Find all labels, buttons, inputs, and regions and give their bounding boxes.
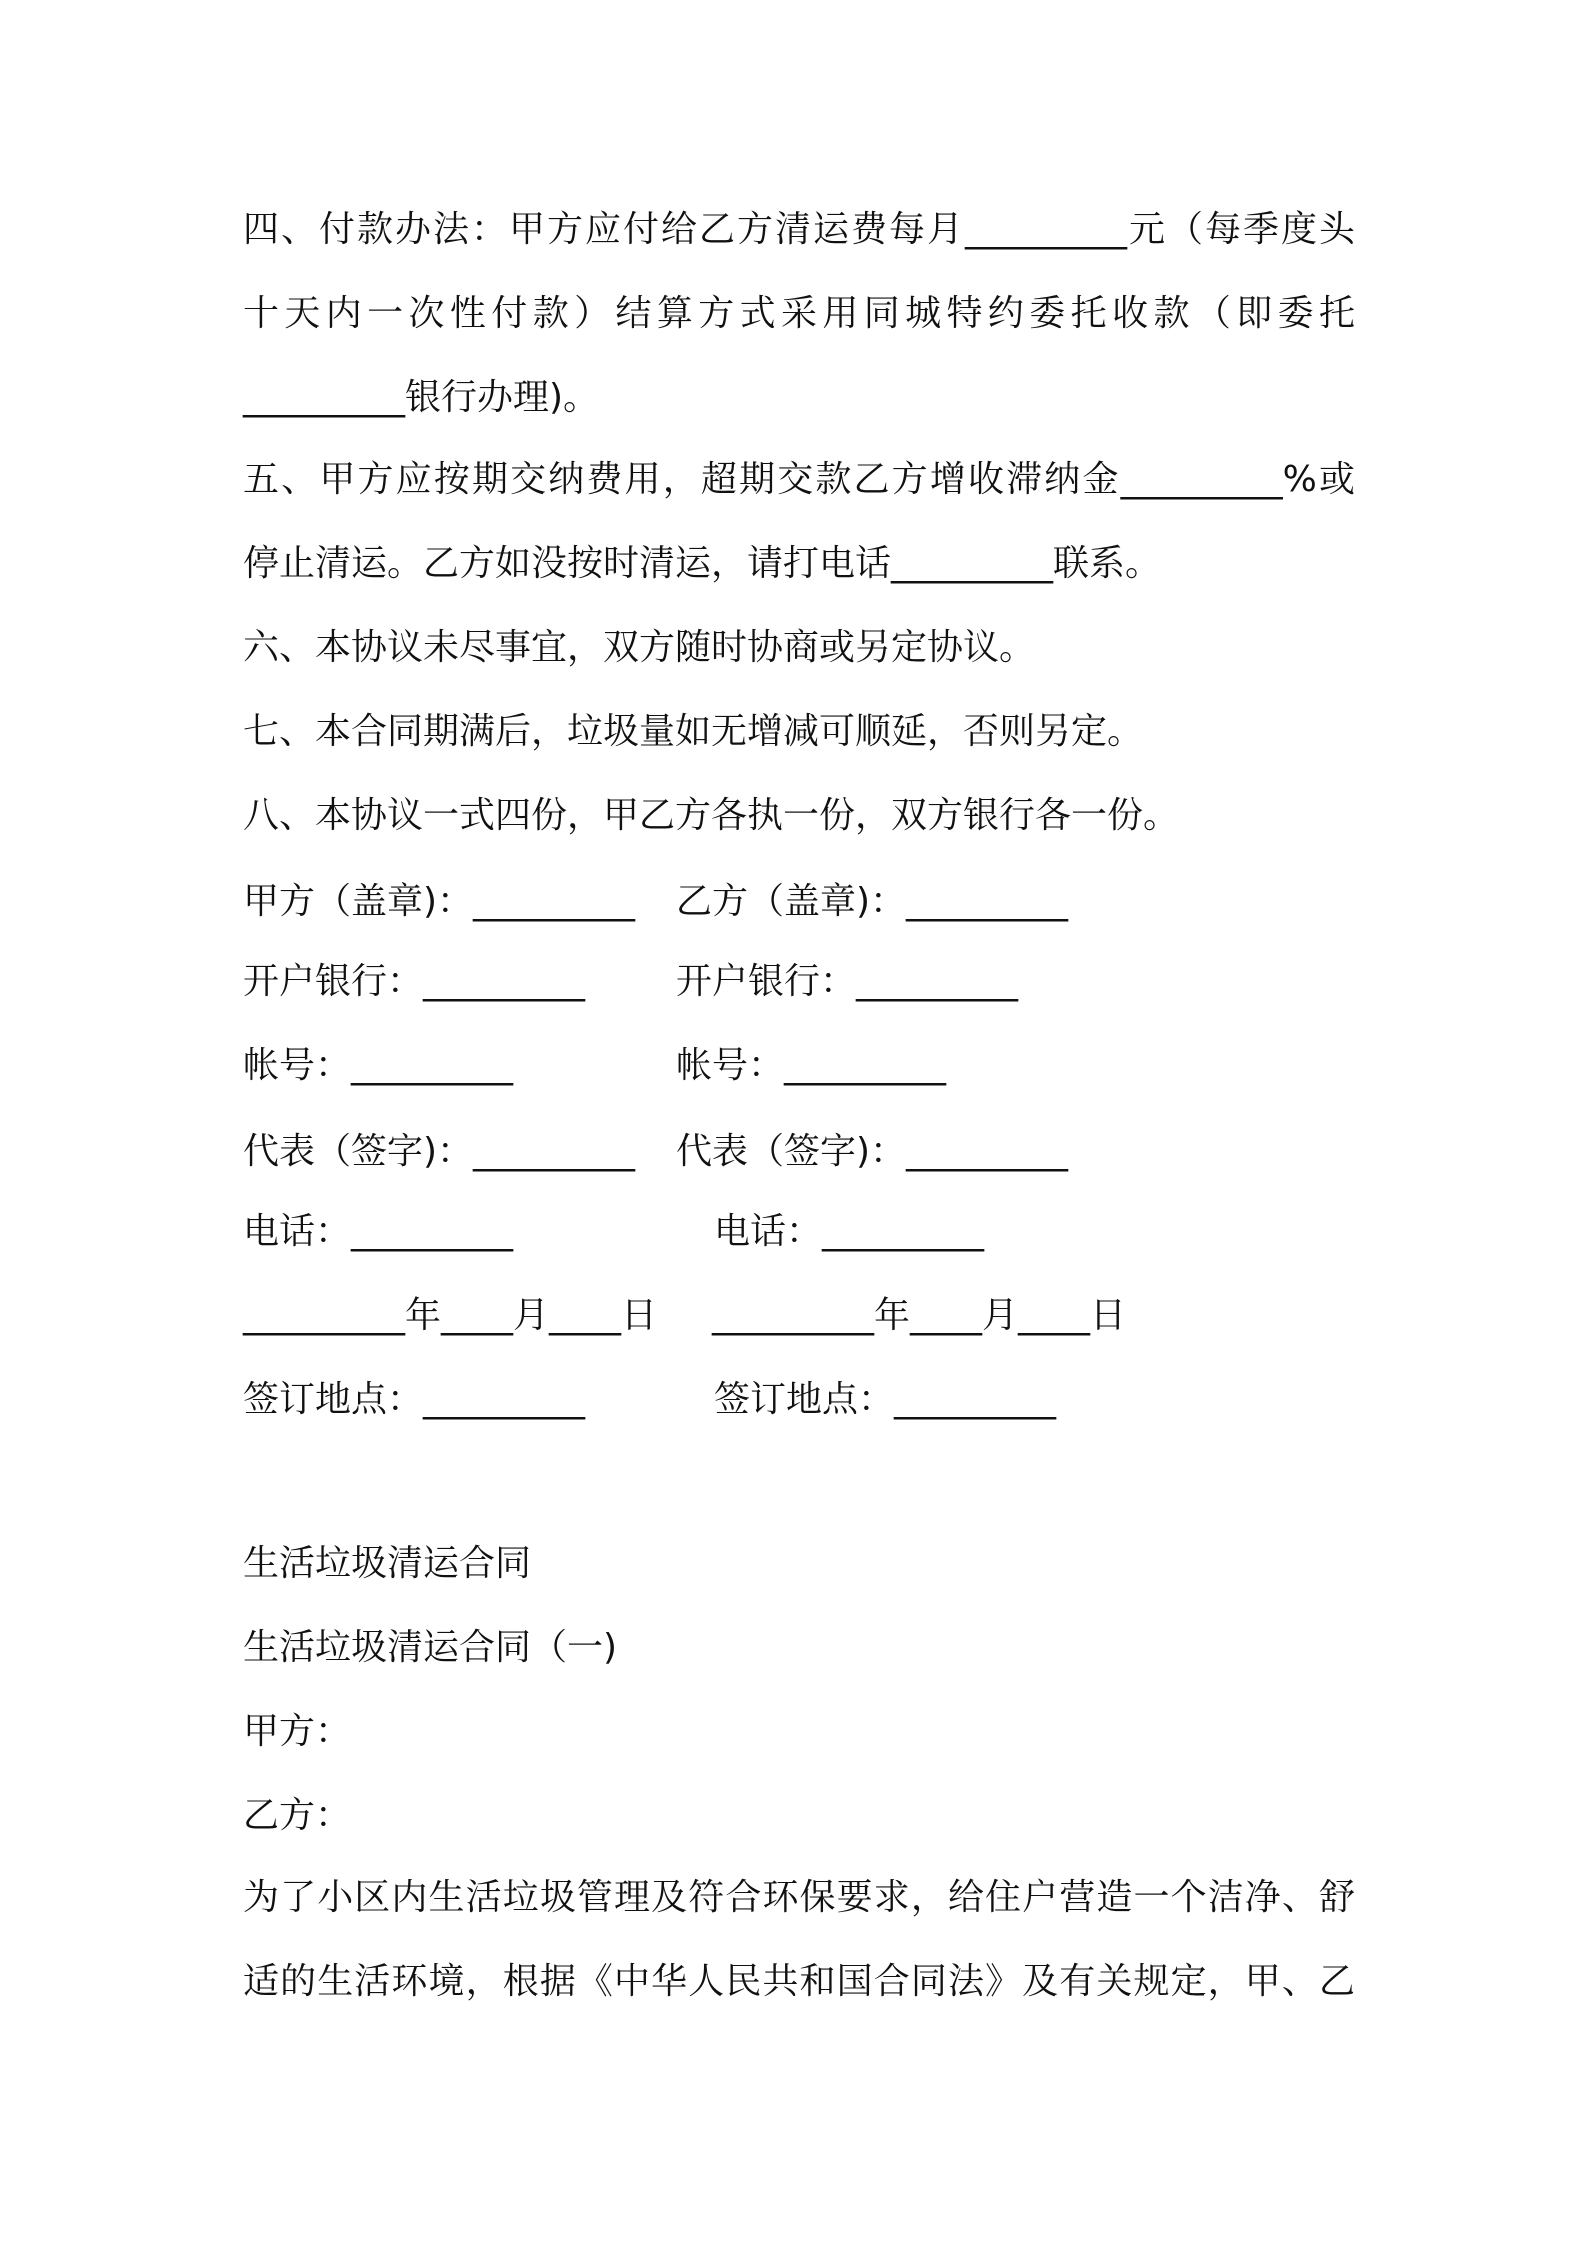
signing-place-a: 签订地点：_________ <box>243 1379 586 1420</box>
phone-a: 电话：_________ <box>243 1211 514 1252</box>
bank-a: 开户银行：_________ <box>243 961 586 1002</box>
representative-a: 代表（签字)：_________ <box>243 1131 636 1172</box>
next-doc-party-a: 甲方： <box>243 1711 352 1752</box>
clause-7: 七、本合同期满后，垃圾量如无增减可顺延，否则另定。 <box>243 711 1144 752</box>
next-doc-intro-line-1: 为了小区内生活垃圾管理及符合环保要求，给住户营造一个洁净、舒 <box>243 1877 1355 1918</box>
representative-b: 代表（签字)：_________ <box>676 1131 1069 1172</box>
party-a-seal: 甲方（盖章)：_________ <box>243 881 636 922</box>
clause-4-line-2: 十天内一次性付款）结算方式采用同城特约委托收款（即委托 <box>243 293 1355 334</box>
party-b-seal: 乙方（盖章)：_________ <box>676 881 1069 922</box>
next-doc-subtitle: 生活垃圾清运合同（一) <box>243 1627 618 1668</box>
clause-4-line-1: 四、付款办法：甲方应付给乙方清运费每月_________元（每季度头 <box>243 209 1355 250</box>
next-doc-party-b: 乙方： <box>243 1795 352 1836</box>
clause-6: 六、本协议未尽事宜，双方随时协商或另定协议。 <box>243 627 1036 668</box>
date-b: _________年____月____日 <box>712 1295 1126 1336</box>
clause-8: 八、本协议一式四份，甲乙方各执一份，双方银行各一份。 <box>243 795 1180 836</box>
account-a: 帐号：_________ <box>243 1045 514 1086</box>
clause-5-line-1: 五、甲方应按期交纳费用，超期交款乙方增收滞纳金_________%或 <box>243 459 1355 500</box>
next-doc-intro-line-2: 适的生活环境，根据《中华人民共和国合同法》及有关规定，甲、乙 <box>243 1961 1355 2002</box>
clause-5-line-2: 停止清运。乙方如没按时清运，请打电话_________联系。 <box>243 543 1162 584</box>
bank-b: 开户银行：_________ <box>676 961 1019 1002</box>
next-doc-title: 生活垃圾清运合同 <box>243 1543 532 1584</box>
signing-place-b: 签订地点：_________ <box>714 1379 1057 1420</box>
date-a: _________年____月____日 <box>243 1295 657 1336</box>
clause-4-line-3: _________银行办理)。 <box>243 377 600 418</box>
phone-b: 电话：_________ <box>714 1211 985 1252</box>
account-b: 帐号：_________ <box>676 1045 947 1086</box>
